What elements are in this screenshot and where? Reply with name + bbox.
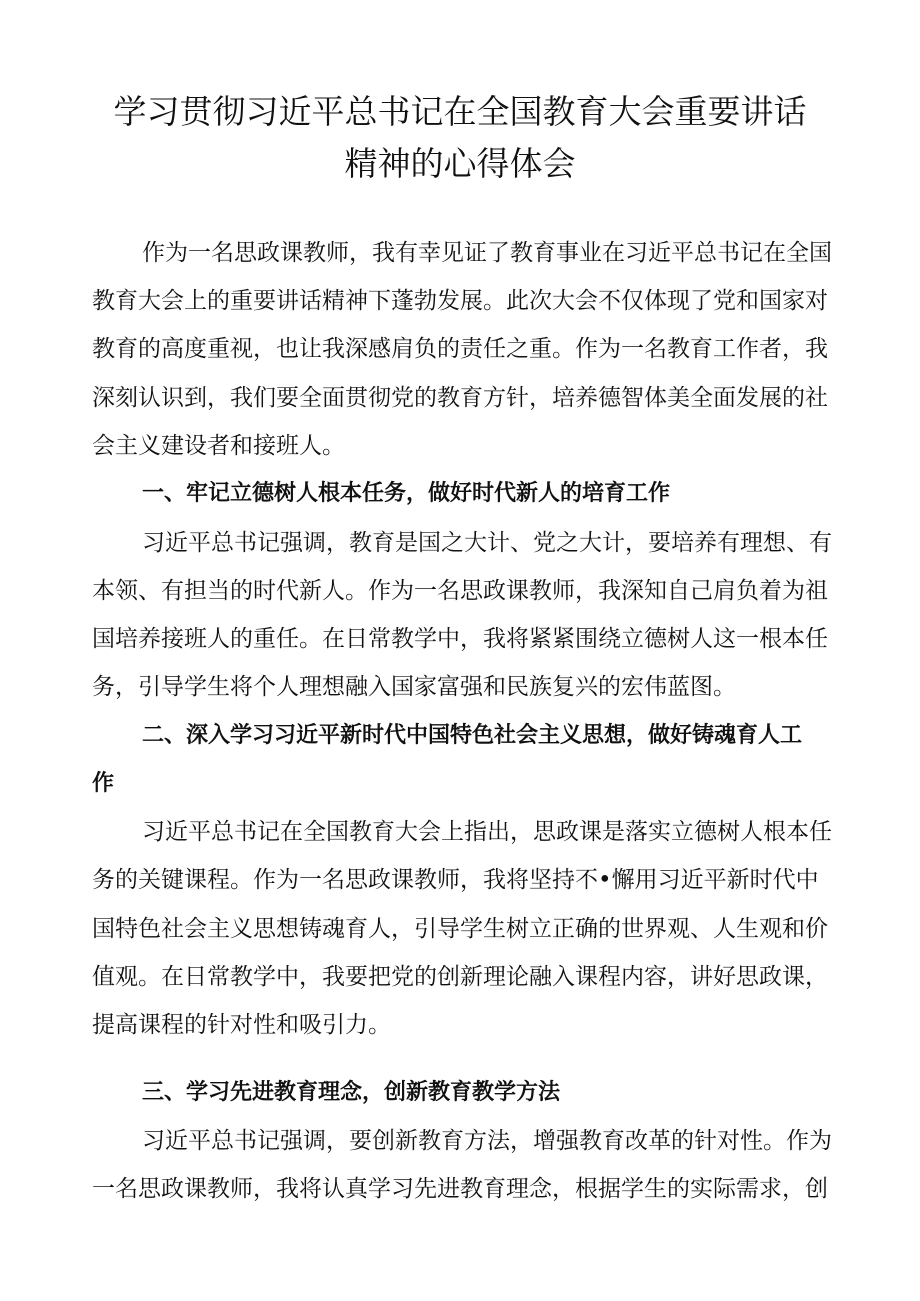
section-1-heading: 一、牢记立德树人根本任务，做好时代新人的培育工作 — [142, 481, 671, 506]
section-2-paragraph-line: 务的关键课程。作为一名思政课教师，我将坚持不•懈用习近平新时代中 — [92, 867, 819, 893]
section-3-paragraph-line: 一名思政课教师，我将认真学习先进教育理念，根据学生的实际需求，创 — [92, 1176, 828, 1202]
section-2-heading-line-2: 作 — [92, 771, 115, 796]
section-1-paragraph-line: 务，引导学生将个人理想融入国家富强和民族复兴的宏伟蓝图。 — [92, 674, 736, 700]
document-title-line-2: 精神的心得体会 — [344, 144, 576, 183]
section-2-heading-line-1: 二、深入学习习近平新时代中国特色社会主义思想，做好铸魂育人工 — [142, 723, 803, 748]
intro-paragraph-line: 作为一名思政课教师，我有幸见证了教育事业在习近平总书记在全国 — [142, 240, 832, 266]
section-2-paragraph-line: 习近平总书记在全国教育大会上指出，思政课是落实立德树人根本任 — [142, 819, 832, 845]
section-1-paragraph-line: 习近平总书记强调，教育是国之大计、党之大计，要培养有理想、有 — [142, 530, 832, 556]
intro-paragraph-line: 教育大会上的重要讲话精神下蓬勃发展。此次大会不仅体现了党和国家对 — [92, 288, 828, 314]
section-2-paragraph-line: 值观。在日常教学中，我要把党的创新理论融入课程内容，讲好思政课， — [92, 964, 828, 990]
intro-paragraph-line: 会主义建设者和接班人。 — [92, 433, 345, 459]
section-2-paragraph-line: 提高课程的针对性和吸引力。 — [92, 1012, 391, 1038]
document-title-line-1: 学习贯彻习近平总书记在全国教育大会重要讲话 — [113, 92, 807, 131]
section-2-paragraph-line: 国特色社会主义思想铸魂育人，引导学生树立正确的世界观、人生观和价 — [92, 916, 828, 942]
section-3-heading: 三、学习先进教育理念，创新教育教学方法 — [142, 1080, 561, 1105]
section-1-paragraph-line: 本领、有担当的时代新人。作为一名思政课教师，我深知自己肩负着为祖 — [92, 578, 828, 604]
section-1-paragraph-line: 国培养接班人的重任。在日常教学中，我将紧紧围绕立德树人这一根本任 — [92, 626, 828, 652]
intro-paragraph-line: 教育的高度重视，也让我深感肩负的责任之重。作为一名教育工作者，我 — [92, 336, 828, 362]
section-3-paragraph-line: 习近平总书记强调，要创新教育方法，增强教育改革的针对性。作为 — [142, 1128, 832, 1154]
intro-paragraph-line: 深刻认识到，我们要全面贯彻党的教育方针，培养德智体美全面发展的社 — [92, 385, 828, 411]
